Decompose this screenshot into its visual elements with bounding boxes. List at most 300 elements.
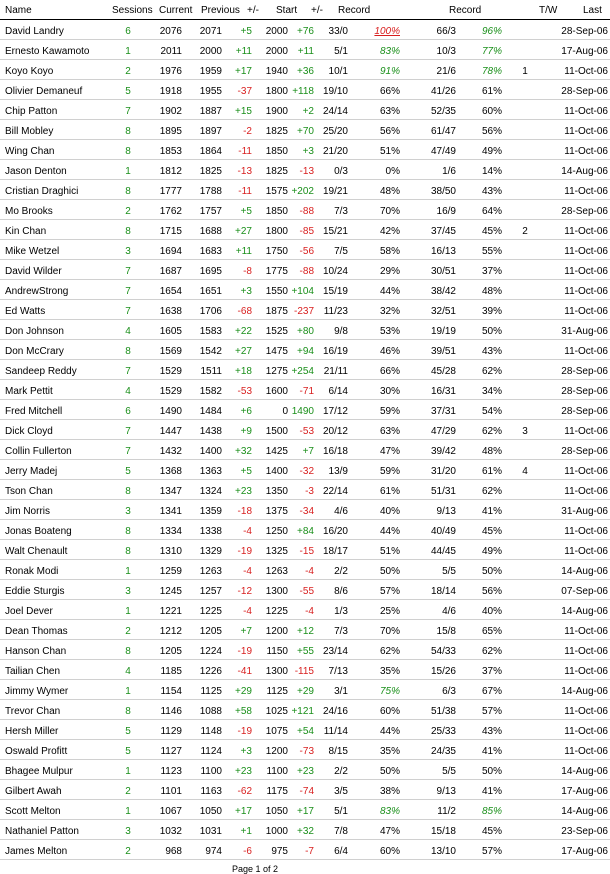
cell-delta-start: -53 <box>299 426 314 437</box>
page-number: Page 1 of 2 <box>232 864 279 874</box>
cell-delta-start: +76 <box>297 26 314 37</box>
cell-record-total-pct: 67% <box>481 686 502 697</box>
cell-sessions: 2 <box>125 66 131 77</box>
cell-sessions: 1 <box>125 766 131 777</box>
cell-record-total: 30/51 <box>430 266 456 277</box>
cell-name: Wing Chan <box>5 146 55 157</box>
cell-start: 1800 <box>265 226 288 237</box>
cell-record: 1/3 <box>334 606 348 617</box>
cell-sessions: 6 <box>125 26 131 37</box>
cell-record-pct: 60% <box>379 846 400 857</box>
cell-previous: 1257 <box>199 586 222 597</box>
cell-record-total-pct: 62% <box>481 366 502 377</box>
cell-previous: 1338 <box>199 526 222 537</box>
table-row <box>0 360 610 380</box>
cell-record-pct: 46% <box>379 346 400 357</box>
cell-sessions: 4 <box>125 666 131 677</box>
cell-delta: -4 <box>243 526 252 537</box>
cell-last: 11-Oct-06 <box>564 706 608 717</box>
cell-last: 11-Oct-06 <box>564 346 608 357</box>
cell-start: 1825 <box>265 126 288 137</box>
cell-last: 31-Aug-06 <box>561 506 608 517</box>
cell-record-total: 15/8 <box>436 626 456 637</box>
cell-previous: 2071 <box>199 26 222 37</box>
cell-record: 6/4 <box>334 846 348 857</box>
cell-delta-start: +17 <box>297 806 314 817</box>
cell-current: 968 <box>165 846 182 857</box>
cell-record-total: 40/49 <box>430 526 456 537</box>
cell-last: 11-Oct-06 <box>564 66 608 77</box>
cell-record-pct: 35% <box>379 746 400 757</box>
cell-previous: 1688 <box>199 226 222 237</box>
cell-start: 1825 <box>265 166 288 177</box>
cell-last: 11-Oct-06 <box>564 526 608 537</box>
cell-record-total: 61/47 <box>430 126 456 137</box>
cell-delta-start: -32 <box>299 466 314 477</box>
table-row <box>0 300 610 320</box>
cell-delta: +5 <box>240 206 252 217</box>
table-row <box>0 120 610 140</box>
cell-current: 1687 <box>159 266 182 277</box>
cell-record: 5/1 <box>334 806 348 817</box>
cell-record-total: 37/31 <box>430 406 456 417</box>
cell-sessions: 3 <box>125 506 131 517</box>
cell-record-total-pct: 34% <box>481 386 502 397</box>
cell-record-pct: 30% <box>379 386 400 397</box>
cell-previous: 1438 <box>199 426 222 437</box>
cell-sessions: 7 <box>125 266 131 277</box>
cell-record-pct: 40% <box>379 506 400 517</box>
cell-previous: 1125 <box>200 686 222 697</box>
cell-delta-start: -4 <box>305 566 314 577</box>
table-row <box>0 600 610 620</box>
cell-previous: 1887 <box>199 106 222 117</box>
cell-record-total-pct: 40% <box>481 606 502 617</box>
cell-record-pct: 66% <box>379 366 400 377</box>
table-header <box>0 0 610 20</box>
cell-start: 1575 <box>265 186 288 197</box>
cell-delta-start: -56 <box>299 246 314 257</box>
table-row <box>0 520 610 540</box>
cell-last: 11-Oct-06 <box>564 226 608 237</box>
cell-record-pct: 58% <box>379 246 400 257</box>
table-row <box>0 580 610 600</box>
cell-delta-start: +70 <box>297 126 314 137</box>
table-row <box>0 40 610 60</box>
cell-previous: 1088 <box>199 706 222 717</box>
cell-tw: 4 <box>522 466 528 477</box>
cell-start: 1550 <box>265 286 288 297</box>
cell-delta: -68 <box>237 306 252 317</box>
cell-last: 28-Sep-06 <box>561 386 608 397</box>
cell-sessions: 5 <box>125 466 131 477</box>
cell-delta: -8 <box>243 266 252 277</box>
cell-delta: +9 <box>240 426 252 437</box>
cell-delta: -11 <box>238 186 252 197</box>
cell-record: 3/1 <box>334 686 348 697</box>
cell-sessions: 2 <box>125 206 131 217</box>
cell-sessions: 8 <box>125 146 131 157</box>
table-row <box>0 280 610 300</box>
cell-record-total-pct: 37% <box>481 266 502 277</box>
cell-record-pct: 0% <box>385 166 400 177</box>
cell-last: 11-Oct-06 <box>564 186 608 197</box>
cell-record-total-pct: 57% <box>481 706 502 717</box>
cell-record: 5/1 <box>334 46 348 57</box>
cell-name: Jim Norris <box>5 506 50 517</box>
cell-previous: 1359 <box>199 506 222 517</box>
cell-delta-start: +80 <box>297 326 314 337</box>
cell-sessions: 5 <box>125 746 131 757</box>
cell-record-pct: 63% <box>379 426 400 437</box>
cell-current: 1432 <box>159 446 182 457</box>
cell-delta: +58 <box>235 706 252 717</box>
cell-record-total: 51/31 <box>430 486 456 497</box>
cell-previous: 1582 <box>199 386 222 397</box>
cell-previous: 1124 <box>200 746 222 757</box>
cell-last: 11-Oct-06 <box>564 746 608 757</box>
cell-start: 1475 <box>265 346 288 357</box>
cell-last: 11-Oct-06 <box>564 266 608 277</box>
cell-record-pct: 66% <box>379 86 400 97</box>
cell-last: 14-Aug-06 <box>561 166 608 177</box>
cell-current: 1777 <box>159 186 182 197</box>
cell-record-total-pct: 45% <box>481 226 502 237</box>
cell-delta-start: -4 <box>305 606 314 617</box>
cell-delta-start: -34 <box>299 506 314 517</box>
cell-record-pct: 47% <box>379 826 400 837</box>
cell-record: 10/1 <box>328 66 348 77</box>
cell-delta: -19 <box>237 646 252 657</box>
cell-delta: +15 <box>235 106 252 117</box>
table-row <box>0 240 610 260</box>
cell-delta-start: -74 <box>299 786 314 797</box>
cell-last: 11-Oct-06 <box>564 646 608 657</box>
cell-start: 1940 <box>265 66 288 77</box>
cell-record-total-pct: 14% <box>481 166 502 177</box>
cell-record-total: 32/51 <box>430 306 456 317</box>
table-row <box>0 220 610 240</box>
cell-name: Oswald Profitt <box>5 746 68 757</box>
table-row <box>0 740 610 760</box>
cell-record-total: 38/50 <box>430 186 456 197</box>
cell-sessions: 7 <box>125 286 131 297</box>
cell-name: Nathaniel Patton <box>5 826 79 837</box>
cell-last: 11-Oct-06 <box>564 726 608 737</box>
cell-last: 28-Sep-06 <box>561 26 608 37</box>
cell-delta-start: +94 <box>297 346 314 357</box>
cell-start: 1050 <box>265 806 288 817</box>
cell-record-total: 19/19 <box>430 326 456 337</box>
cell-delta: +18 <box>235 366 252 377</box>
cell-record: 7/3 <box>334 626 348 637</box>
table-row <box>0 400 610 420</box>
cell-previous: 974 <box>205 846 222 857</box>
table-row <box>0 460 610 480</box>
cell-record-total-pct: 48% <box>481 286 502 297</box>
cell-record-total-pct: 37% <box>481 666 502 677</box>
cell-previous: 1955 <box>199 86 222 97</box>
cell-delta-start: -3 <box>305 486 314 497</box>
cell-name: Ed Watts <box>5 306 46 317</box>
cell-sessions: 8 <box>125 226 131 237</box>
cell-previous: 1706 <box>199 306 222 317</box>
cell-record-total-pct: 39% <box>481 306 502 317</box>
cell-record: 8/6 <box>334 586 348 597</box>
cell-current: 2011 <box>160 46 182 57</box>
cell-record-total: 31/20 <box>430 466 456 477</box>
cell-record-pct: 53% <box>379 326 400 337</box>
cell-sessions: 2 <box>125 846 131 857</box>
cell-current: 1902 <box>159 106 182 117</box>
table-row <box>0 840 610 860</box>
cell-record: 18/17 <box>322 546 348 557</box>
cell-current: 1654 <box>159 286 182 297</box>
cell-delta-start: -88 <box>299 266 314 277</box>
cell-delta-start: +84 <box>297 526 314 537</box>
cell-name: David Wilder <box>5 266 62 277</box>
cell-sessions: 3 <box>125 586 131 597</box>
cell-last: 28-Sep-06 <box>561 446 608 457</box>
cell-start: 1375 <box>265 506 288 517</box>
cell-current: 1259 <box>159 566 182 577</box>
table-row <box>0 160 610 180</box>
cell-previous: 1583 <box>199 326 222 337</box>
cell-delta: +27 <box>235 226 252 237</box>
cell-start: 1525 <box>265 326 288 337</box>
cell-last: 11-Oct-06 <box>564 286 608 297</box>
cell-sessions: 1 <box>125 166 131 177</box>
cell-record: 6/14 <box>328 386 348 397</box>
table-row <box>0 560 610 580</box>
cell-record-total-pct: 54% <box>481 406 502 417</box>
cell-delta-start: +202 <box>291 186 314 197</box>
cell-record-total-pct: 55% <box>481 246 502 257</box>
header-record: Record <box>338 5 371 16</box>
cell-previous: 1100 <box>200 766 222 777</box>
table-row <box>0 20 610 40</box>
cell-delta-start: -115 <box>294 666 314 677</box>
cell-start: 0 <box>282 406 288 417</box>
cell-previous: 1959 <box>199 66 222 77</box>
cell-sessions: 8 <box>125 186 131 197</box>
cell-last: 11-Oct-06 <box>564 106 608 117</box>
cell-start: 1300 <box>265 666 288 677</box>
cell-delta-start: +121 <box>291 706 314 717</box>
cell-current: 1123 <box>160 766 182 777</box>
cell-record-total: 41/26 <box>430 86 456 97</box>
cell-name: Sandeep Reddy <box>5 366 77 377</box>
cell-previous: 2000 <box>199 46 222 57</box>
cell-record: 11/23 <box>323 306 348 317</box>
table-row <box>0 320 610 340</box>
cell-tw: 3 <box>522 426 528 437</box>
table-row <box>0 540 610 560</box>
cell-start: 1325 <box>265 546 288 557</box>
cell-previous: 1484 <box>199 406 222 417</box>
cell-delta: +32 <box>235 446 252 457</box>
cell-name: Don McCrary <box>5 346 64 357</box>
cell-current: 1334 <box>159 526 182 537</box>
cell-record-pct: 51% <box>379 146 400 157</box>
cell-previous: 1788 <box>199 186 222 197</box>
cell-record-pct: 83% <box>379 806 400 817</box>
cell-record-pct: 57% <box>379 586 400 597</box>
cell-name: Don Johnson <box>5 326 64 337</box>
cell-record-total-pct: 56% <box>481 586 502 597</box>
cell-tw: 1 <box>522 66 528 77</box>
cell-record-pct: 59% <box>379 406 400 417</box>
cell-sessions: 2 <box>125 626 131 637</box>
cell-record: 9/8 <box>334 326 348 337</box>
cell-delta: -11 <box>238 146 252 157</box>
cell-delta: -4 <box>243 606 252 617</box>
cell-start: 1900 <box>265 106 288 117</box>
cell-sessions: 8 <box>125 126 131 137</box>
cell-sessions: 8 <box>125 546 131 557</box>
cell-record-total: 9/13 <box>436 506 456 517</box>
cell-current: 1146 <box>160 706 182 717</box>
cell-record-pct: 70% <box>379 206 400 217</box>
cell-sessions: 8 <box>125 646 131 657</box>
cell-record: 22/14 <box>322 486 348 497</box>
cell-start: 1875 <box>265 306 288 317</box>
cell-record-total: 25/33 <box>430 726 456 737</box>
cell-start: 1300 <box>265 586 288 597</box>
table-row <box>0 620 610 640</box>
cell-delta-start: -15 <box>299 546 314 557</box>
cell-last: 14-Aug-06 <box>561 686 608 697</box>
cell-record-total: 21/6 <box>436 66 456 77</box>
cell-start: 1125 <box>266 686 288 697</box>
cell-record-total: 4/6 <box>442 606 456 617</box>
cell-start: 1775 <box>265 266 288 277</box>
cell-delta: +7 <box>240 626 252 637</box>
cell-sessions: 1 <box>125 46 131 57</box>
cell-record-total-pct: 41% <box>481 786 502 797</box>
cell-record-total: 44/45 <box>430 546 456 557</box>
table-row <box>0 260 610 280</box>
cell-start: 1425 <box>265 446 288 457</box>
header-last: Last <box>583 5 602 16</box>
cell-sessions: 5 <box>125 86 131 97</box>
cell-name: Trevor Chan <box>5 706 61 717</box>
cell-start: 1150 <box>266 646 288 657</box>
cell-record: 19/10 <box>322 86 348 97</box>
cell-record-pct: 38% <box>379 786 400 797</box>
header-record-total: Record <box>449 5 482 16</box>
table-row <box>0 480 610 500</box>
cell-delta: +17 <box>235 806 252 817</box>
cell-start: 1175 <box>266 786 288 797</box>
cell-record: 10/24 <box>322 266 348 277</box>
table-row <box>0 180 610 200</box>
table-row <box>0 500 610 520</box>
cell-record-total: 47/49 <box>430 146 456 157</box>
cell-start: 1350 <box>265 486 288 497</box>
cell-last: 31-Aug-06 <box>561 326 608 337</box>
cell-previous: 1511 <box>200 366 222 377</box>
cell-record-total: 10/3 <box>436 46 456 57</box>
cell-current: 1569 <box>159 346 182 357</box>
cell-delta-start: +11 <box>297 46 314 57</box>
cell-record: 15/21 <box>322 226 348 237</box>
cell-record-total-pct: 50% <box>481 326 502 337</box>
cell-name: Ronak Modi <box>5 566 59 577</box>
cell-record-total: 5/5 <box>442 566 456 577</box>
cell-delta: +17 <box>235 66 252 77</box>
cell-start: 1000 <box>265 826 288 837</box>
cell-sessions: 1 <box>125 686 131 697</box>
cell-record-total-pct: 61% <box>481 466 502 477</box>
cell-record-total-pct: 48% <box>481 446 502 457</box>
cell-previous: 1324 <box>199 486 222 497</box>
cell-record: 25/20 <box>322 126 348 137</box>
cell-record-total: 6/3 <box>442 686 456 697</box>
cell-record: 2/2 <box>334 766 348 777</box>
cell-delta-start: +7 <box>302 446 314 457</box>
cell-name: Jason Denton <box>5 166 67 177</box>
cell-delta: -37 <box>237 86 252 97</box>
cell-record-total: 24/35 <box>430 746 456 757</box>
cell-record-total-pct: 50% <box>481 566 502 577</box>
cell-current: 1067 <box>159 806 182 817</box>
cell-record-pct: 42% <box>379 226 400 237</box>
cell-current: 1918 <box>159 86 182 97</box>
cell-sessions: 8 <box>125 346 131 357</box>
cell-name: Walt Chenault <box>5 546 68 557</box>
table-row <box>0 700 610 720</box>
cell-delta: +3 <box>240 746 252 757</box>
cell-sessions: 1 <box>125 606 131 617</box>
cell-last: 11-Oct-06 <box>564 666 608 677</box>
table-row <box>0 380 610 400</box>
cell-record-total: 1/6 <box>442 166 456 177</box>
cell-record: 7/8 <box>334 826 348 837</box>
cell-previous: 1897 <box>199 126 222 137</box>
cell-record-total: 16/9 <box>436 206 456 217</box>
cell-delta-start: -71 <box>299 386 314 397</box>
cell-record-total: 15/26 <box>430 666 456 677</box>
cell-last: 14-Aug-06 <box>561 566 608 577</box>
cell-record-total-pct: 43% <box>481 186 502 197</box>
cell-current: 1185 <box>160 666 182 677</box>
cell-record: 13/9 <box>328 466 348 477</box>
header-start: Start <box>276 5 298 16</box>
cell-name: Bill Mobley <box>5 126 54 137</box>
cell-current: 1205 <box>159 646 182 657</box>
cell-record-pct: 70% <box>379 626 400 637</box>
cell-current: 1853 <box>159 146 182 157</box>
cell-delta: -53 <box>237 386 252 397</box>
header-tw: T/W <box>539 5 558 16</box>
header-previous: Previous <box>201 5 240 16</box>
cell-record-total: 18/14 <box>430 586 456 597</box>
cell-start: 1500 <box>265 426 288 437</box>
cell-name: Gilbert Awah <box>5 786 62 797</box>
cell-record-total-pct: 60% <box>481 106 502 117</box>
table-row <box>0 340 610 360</box>
cell-last: 23-Sep-06 <box>561 826 608 837</box>
table-row <box>0 720 610 740</box>
cell-record: 7/3 <box>334 206 348 217</box>
cell-record-pct: 56% <box>379 126 400 137</box>
cell-sessions: 3 <box>125 246 131 257</box>
cell-record: 21/20 <box>322 146 348 157</box>
cell-record: 7/5 <box>334 246 348 257</box>
cell-current: 1127 <box>160 746 182 757</box>
cell-tw: 2 <box>522 226 528 237</box>
